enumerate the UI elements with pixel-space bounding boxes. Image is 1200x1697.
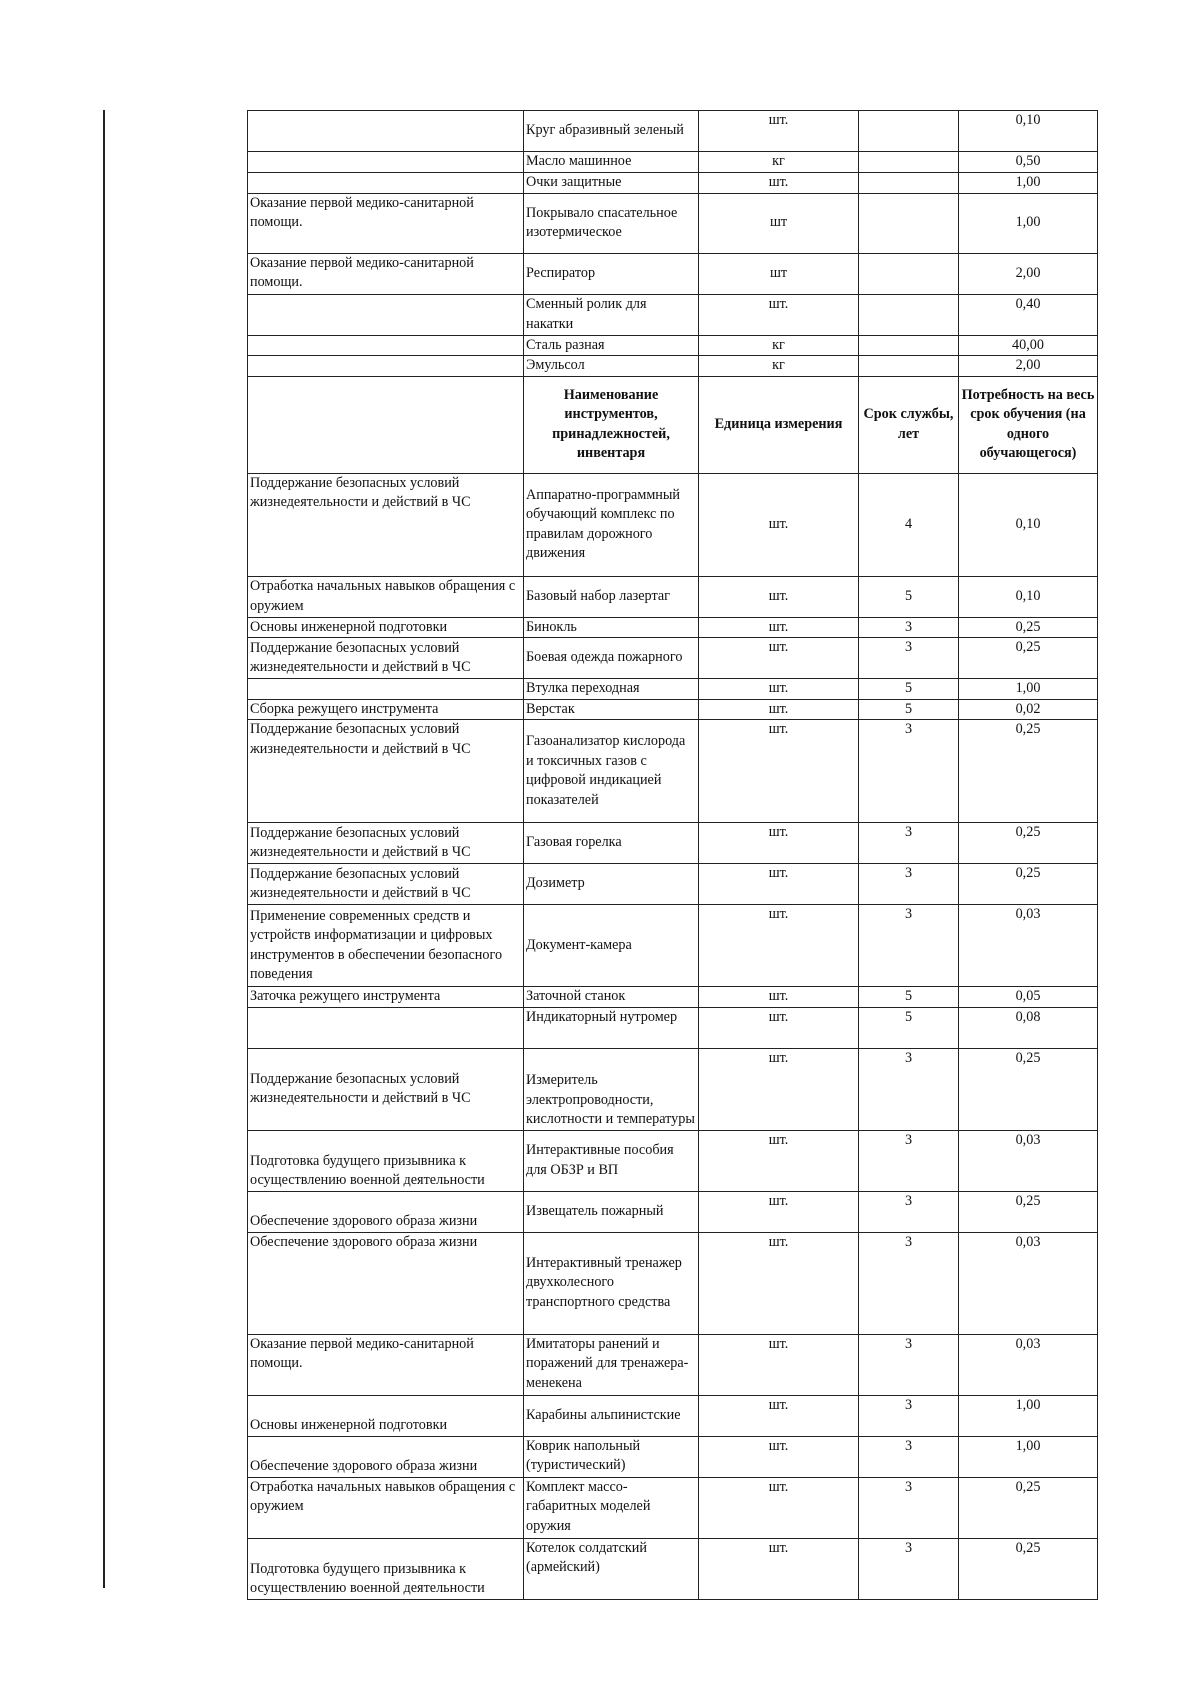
requirement-cell: 0,25 <box>959 1538 1098 1599</box>
left-margin-line <box>103 110 105 1588</box>
service-life-cell: 3 <box>859 638 959 679</box>
header-requirement-cell: Потребность на весь срок обучения (на одного обучающегося) <box>959 376 1098 473</box>
item-name-cell: Боевая одежда пожарного <box>524 638 699 679</box>
activity-cell: Применение современных средств и устройств информатизации и цифровых инструментов в обеспечении безопасного поведения <box>248 905 524 987</box>
requirement-cell: 0,10 <box>959 473 1098 576</box>
unit-cell: шт. <box>699 1436 859 1477</box>
item-name-cell: Очки защитные <box>524 173 699 194</box>
item-name-cell: Респиратор <box>524 253 699 294</box>
requirement-cell: 0,08 <box>959 1007 1098 1048</box>
table-row <box>248 1232 1098 1334</box>
equipment-table <box>247 110 1098 1600</box>
service-life-cell <box>859 111 959 152</box>
activity-cell <box>248 173 524 194</box>
table-row <box>248 111 1098 152</box>
unit-cell: шт. <box>699 1334 859 1395</box>
activity-cell: Подготовка будущего призывника к осуществлению военной деятельности <box>248 1538 524 1599</box>
service-life-cell <box>859 356 959 377</box>
item-name-cell: Круг абразивный зеленый <box>524 111 699 152</box>
requirement-cell: 0,05 <box>959 987 1098 1008</box>
activity-cell <box>248 335 524 356</box>
service-life-cell: 3 <box>859 905 959 987</box>
service-life-cell: 3 <box>859 1538 959 1599</box>
table-row <box>248 679 1098 700</box>
unit-cell: шт. <box>699 987 859 1008</box>
requirement-cell: 0,25 <box>959 638 1098 679</box>
activity-cell: Поддержание безопасных условий жизнедеятельности и действий в ЧС <box>248 720 524 823</box>
unit-cell: шт. <box>699 617 859 638</box>
requirement-cell: 2,00 <box>959 253 1098 294</box>
item-name-cell: Извещатель пожарный <box>524 1191 699 1232</box>
requirement-cell: 0,02 <box>959 699 1098 720</box>
requirement-cell: 2,00 <box>959 356 1098 377</box>
item-name-cell: Втулка переходная <box>524 679 699 700</box>
activity-cell: Отработка начальных навыков обращения с оружием <box>248 576 524 617</box>
activity-cell: Поддержание безопасных условий жизнедеятельности и действий в ЧС <box>248 473 524 576</box>
requirement-cell: 0,03 <box>959 1130 1098 1191</box>
service-life-cell <box>859 294 959 335</box>
unit-cell: шт. <box>699 1130 859 1191</box>
header-service-life-cell: Срок службы, лет <box>859 376 959 473</box>
requirement-cell: 0,25 <box>959 823 1098 864</box>
unit-cell: шт. <box>699 111 859 152</box>
unit-cell: шт. <box>699 823 859 864</box>
table-row <box>248 294 1098 335</box>
activity-cell: Основы инженерной подготовки <box>248 617 524 638</box>
unit-cell: шт. <box>699 720 859 823</box>
activity-cell: Основы инженерной подготовки <box>248 1395 524 1436</box>
service-life-cell: 5 <box>859 576 959 617</box>
service-life-cell <box>859 152 959 173</box>
table-row <box>248 1395 1098 1436</box>
service-life-cell <box>859 173 959 194</box>
item-name-cell: Базовый набор лазертаг <box>524 576 699 617</box>
service-life-cell <box>859 335 959 356</box>
unit-cell: шт. <box>699 864 859 905</box>
unit-cell: шт. <box>699 576 859 617</box>
item-name-cell: Дозиметр <box>524 864 699 905</box>
service-life-cell: 3 <box>859 1477 959 1538</box>
activity-cell: Оказание первой медико-санитарной помощи. <box>248 1334 524 1395</box>
item-name-cell: Бинокль <box>524 617 699 638</box>
unit-cell: кг <box>699 356 859 377</box>
requirement-cell: 0,25 <box>959 617 1098 638</box>
item-name-cell: Котелок солдатский (армейский) <box>524 1538 699 1599</box>
activity-cell: Оказание первой медико-санитарной помощи. <box>248 253 524 294</box>
table-row <box>248 1538 1098 1599</box>
unit-cell: кг <box>699 152 859 173</box>
service-life-cell: 3 <box>859 1191 959 1232</box>
table-header-row <box>248 376 1098 473</box>
activity-cell <box>248 111 524 152</box>
item-name-cell: Карабины альпинистские <box>524 1395 699 1436</box>
activity-cell: Оказание первой медико-санитарной помощи. <box>248 193 524 253</box>
table-row <box>248 1477 1098 1538</box>
header-unit-cell: Единица измерения <box>699 376 859 473</box>
item-name-cell: Аппаратно-программный обучающий комплекс по правилам дорожного движения <box>524 473 699 576</box>
requirement-cell: 0,25 <box>959 1477 1098 1538</box>
requirement-cell: 40,00 <box>959 335 1098 356</box>
requirement-cell: 0,25 <box>959 1191 1098 1232</box>
unit-cell: шт. <box>699 1538 859 1599</box>
table-row <box>248 335 1098 356</box>
unit-cell: шт. <box>699 679 859 700</box>
activity-cell: Сборка режущего инструмента <box>248 699 524 720</box>
service-life-cell: 5 <box>859 1007 959 1048</box>
table-row <box>248 152 1098 173</box>
item-name-cell: Масло машинное <box>524 152 699 173</box>
item-name-cell: Документ-камера <box>524 905 699 987</box>
item-name-cell: Индикаторный нутромер <box>524 1007 699 1048</box>
table-row <box>248 193 1098 253</box>
table-row <box>248 617 1098 638</box>
unit-cell: шт. <box>699 1477 859 1538</box>
requirement-cell: 1,00 <box>959 193 1098 253</box>
requirement-cell: 1,00 <box>959 173 1098 194</box>
item-name-cell: Сталь разная <box>524 335 699 356</box>
table-row <box>248 987 1098 1008</box>
table-row <box>248 473 1098 576</box>
unit-cell: шт <box>699 193 859 253</box>
item-name-cell: Имитаторы ранений и поражений для тренажера-менекена <box>524 1334 699 1395</box>
service-life-cell: 3 <box>859 617 959 638</box>
table-row <box>248 173 1098 194</box>
table-row <box>248 1007 1098 1048</box>
table-row <box>248 1130 1098 1191</box>
requirement-cell: 0,10 <box>959 576 1098 617</box>
item-name-cell: Комплект массо-габаритных моделей оружия <box>524 1477 699 1538</box>
item-name-cell: Заточной станок <box>524 987 699 1008</box>
table-row <box>248 699 1098 720</box>
item-name-cell: Верстак <box>524 699 699 720</box>
requirement-cell: 1,00 <box>959 1395 1098 1436</box>
requirement-cell: 0,40 <box>959 294 1098 335</box>
activity-cell: Поддержание безопасных условий жизнедеятельности и действий в ЧС <box>248 864 524 905</box>
unit-cell: кг <box>699 335 859 356</box>
service-life-cell: 4 <box>859 473 959 576</box>
requirement-cell: 0,25 <box>959 720 1098 823</box>
table-row <box>248 638 1098 679</box>
table-row <box>248 720 1098 823</box>
service-life-cell: 5 <box>859 699 959 720</box>
activity-cell: Обеспечение здорового образа жизни <box>248 1191 524 1232</box>
service-life-cell: 3 <box>859 1130 959 1191</box>
service-life-cell <box>859 193 959 253</box>
activity-cell: Поддержание безопасных условий жизнедеятельности и действий в ЧС <box>248 1048 524 1130</box>
activity-cell: Подготовка будущего призывника к осуществлению военной деятельности <box>248 1130 524 1191</box>
table-row <box>248 1436 1098 1477</box>
item-name-cell: Интерактивные пособия для ОБЗР и ВП <box>524 1130 699 1191</box>
service-life-cell: 3 <box>859 1436 959 1477</box>
table-row <box>248 356 1098 377</box>
service-life-cell: 3 <box>859 823 959 864</box>
service-life-cell: 3 <box>859 864 959 905</box>
item-name-cell: Покрывало спасательное изотермическое <box>524 193 699 253</box>
service-life-cell: 3 <box>859 1232 959 1334</box>
table-row <box>248 253 1098 294</box>
unit-cell: шт. <box>699 905 859 987</box>
item-name-cell: Коврик напольный (туристический) <box>524 1436 699 1477</box>
table-row <box>248 1048 1098 1130</box>
unit-cell: шт. <box>699 1395 859 1436</box>
requirement-cell: 0,25 <box>959 864 1098 905</box>
table-row <box>248 1334 1098 1395</box>
unit-cell: шт. <box>699 1048 859 1130</box>
activity-cell <box>248 1007 524 1048</box>
item-name-cell: Измеритель электропроводности, кислотности и температуры <box>524 1048 699 1130</box>
activity-cell <box>248 679 524 700</box>
requirement-cell: 0,03 <box>959 1232 1098 1334</box>
service-life-cell: 3 <box>859 1395 959 1436</box>
header-item-name-cell: Наименование инструментов, принадлежностей, инвентаря <box>524 376 699 473</box>
table-row <box>248 823 1098 864</box>
requirement-cell: 0,10 <box>959 111 1098 152</box>
activity-cell: Поддержание безопасных условий жизнедеятельности и действий в ЧС <box>248 638 524 679</box>
activity-cell: Обеспечение здорового образа жизни <box>248 1436 524 1477</box>
unit-cell: шт. <box>699 173 859 194</box>
requirement-cell: 0,25 <box>959 1048 1098 1130</box>
table-row <box>248 576 1098 617</box>
unit-cell: шт. <box>699 1191 859 1232</box>
activity-cell <box>248 152 524 173</box>
activity-cell: Отработка начальных навыков обращения с оружием <box>248 1477 524 1538</box>
item-name-cell: Газоанализатор кислорода и токсичных газов с цифровой индикацией показателей <box>524 720 699 823</box>
requirement-cell: 0,03 <box>959 905 1098 987</box>
unit-cell: шт. <box>699 1007 859 1048</box>
requirement-cell: 1,00 <box>959 679 1098 700</box>
item-name-cell: Газовая горелка <box>524 823 699 864</box>
unit-cell: шт. <box>699 294 859 335</box>
table-row <box>248 1191 1098 1232</box>
activity-cell: Обеспечение здорового образа жизни <box>248 1232 524 1334</box>
service-life-cell: 3 <box>859 1048 959 1130</box>
unit-cell: шт <box>699 253 859 294</box>
activity-cell: Поддержание безопасных условий жизнедеятельности и действий в ЧС <box>248 823 524 864</box>
unit-cell: шт. <box>699 699 859 720</box>
table-row <box>248 905 1098 987</box>
service-life-cell: 3 <box>859 720 959 823</box>
requirement-cell: 1,00 <box>959 1436 1098 1477</box>
service-life-cell: 5 <box>859 987 959 1008</box>
item-name-cell: Интерактивный тренажер двухколесного транспортного средства <box>524 1232 699 1334</box>
activity-cell <box>248 356 524 377</box>
unit-cell: шт. <box>699 473 859 576</box>
requirement-cell: 0,03 <box>959 1334 1098 1395</box>
header-activity-cell <box>248 376 524 473</box>
activity-cell <box>248 294 524 335</box>
activity-cell: Заточка режущего инструмента <box>248 987 524 1008</box>
unit-cell: шт. <box>699 1232 859 1334</box>
requirement-cell: 0,50 <box>959 152 1098 173</box>
table-body <box>248 111 1098 1600</box>
service-life-cell: 3 <box>859 1334 959 1395</box>
unit-cell: шт. <box>699 638 859 679</box>
item-name-cell: Сменный ролик для накатки <box>524 294 699 335</box>
service-life-cell <box>859 253 959 294</box>
item-name-cell: Эмульсол <box>524 356 699 377</box>
service-life-cell: 5 <box>859 679 959 700</box>
table-row <box>248 864 1098 905</box>
